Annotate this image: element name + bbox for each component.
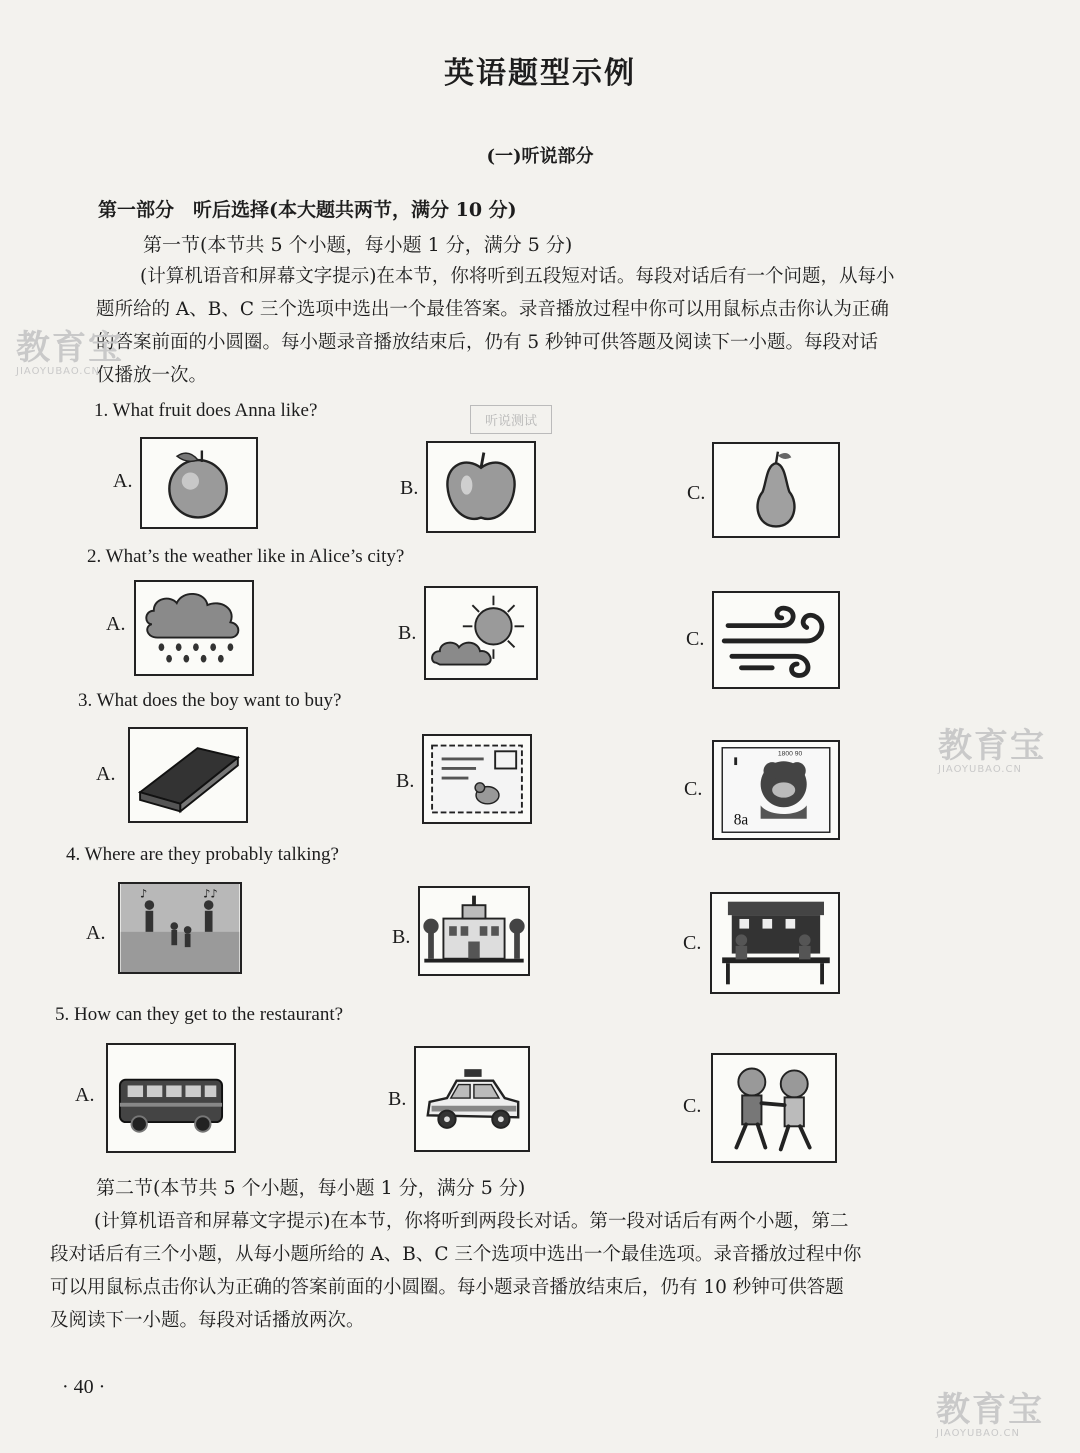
q3-option-a-image[interactable] <box>128 727 248 823</box>
watermark-name: 教育宝 <box>936 1390 1044 1430</box>
wind-icon <box>714 593 838 687</box>
instruction-line: 及阅读下一小题。每段对话播放两次。 <box>50 1310 365 1331</box>
q2-option-b-image[interactable] <box>424 586 538 680</box>
watermark-left <box>16 330 124 377</box>
watermark-url: JIAOYUBAO.CN <box>938 764 1022 775</box>
park-scene-icon <box>120 884 240 972</box>
q1-option-a-image[interactable] <box>140 437 258 529</box>
q2-option-c-image[interactable] <box>712 591 840 689</box>
question-5: 5. How can they get to the restaurant? <box>55 1004 344 1025</box>
watermark-name: 教育宝 <box>938 726 1046 766</box>
building-icon <box>420 888 528 974</box>
instruction-line: 题所给的 A、B、C 三个选项中选出一个最佳答案。录音播放过程中你可以用鼠标点击你认为正确 <box>96 299 889 320</box>
sun-cloud-icon <box>426 588 536 678</box>
svg-text:♪: ♪ <box>139 886 148 901</box>
apple-icon <box>428 443 534 531</box>
watermark-url: JIAOYUBAO.CN <box>936 1428 1020 1439</box>
q5-option-a-image[interactable] <box>106 1043 236 1153</box>
q3-option-b-label[interactable]: B. <box>396 770 415 792</box>
page-number: · 40 · <box>62 1376 106 1398</box>
q1-option-a-label[interactable]: A. <box>113 470 133 492</box>
book-icon <box>130 729 246 821</box>
q2-option-a-image[interactable] <box>134 580 254 676</box>
question-4: 4. Where are they probably talking? <box>66 844 339 865</box>
instruction-line: (计算机语音和屏幕文字提示)在本节，你将听到两段长对话。第一段对话后有两个小题，第二 <box>94 1211 849 1232</box>
instruction-line: 可以用鼠标点击你认为正确的答案前面的小圆圈。每小题录音播放结束后，仍有 10 秒钟可供答题 <box>50 1277 844 1298</box>
q4-option-c-image[interactable] <box>710 892 840 994</box>
q2-option-b-label[interactable]: B. <box>398 622 417 644</box>
section2-heading: 第二节(本节共 5 个小题，每小题 1 分，满分 5 分) <box>96 1177 526 1199</box>
q5-option-c-label[interactable]: C. <box>683 1095 702 1117</box>
q4-option-a-label[interactable]: A. <box>86 922 106 944</box>
q3-option-b-image[interactable] <box>422 734 532 824</box>
restaurant-scene-icon <box>712 894 838 992</box>
postcard-icon <box>424 736 530 822</box>
stamp-caption: 1800 90 <box>777 750 803 758</box>
q1-option-c-image[interactable] <box>712 442 840 538</box>
section1-heading: 第一节(本节共 5 个小题，每小题 1 分，满分 5 分) <box>143 234 573 256</box>
q4-option-b-label[interactable]: B. <box>392 926 411 948</box>
q3-option-a-label[interactable]: A. <box>96 763 116 785</box>
orange-icon <box>142 439 256 527</box>
q2-option-c-label[interactable]: C. <box>686 628 705 650</box>
watermark-right <box>938 728 1046 775</box>
q4-option-c-label[interactable]: C. <box>683 932 702 954</box>
q5-option-c-image[interactable] <box>711 1053 837 1163</box>
instruction-line: 仅播放一次。 <box>96 365 208 386</box>
section1-instructions <box>96 260 894 392</box>
watermark-url: JIAOYUBAO.CN <box>16 366 100 377</box>
q3-option-c-image[interactable] <box>712 740 840 840</box>
svg-text:♪♪: ♪♪ <box>202 886 218 901</box>
faint-stamp: 听说测试 <box>470 405 552 434</box>
walking-icon <box>713 1055 835 1161</box>
q4-option-b-image[interactable] <box>418 886 530 976</box>
section-subtitle: (一)听说部分 <box>486 146 594 167</box>
instruction-line: 段对话后有三个小题，从每小题所给的 A、B、C 三个选项中选出一个最佳选项。录音播放过程中你 <box>50 1244 862 1265</box>
watermark-bottom <box>936 1392 1044 1439</box>
q5-option-a-label[interactable]: A. <box>75 1084 95 1106</box>
question-1: 1. What fruit does Anna like? <box>94 400 318 421</box>
q1-option-b-label[interactable]: B. <box>400 477 419 499</box>
q1-option-c-label[interactable]: C. <box>687 482 706 504</box>
taxi-icon <box>416 1048 528 1150</box>
page-title: 英语题型示例 <box>444 56 636 91</box>
q2-option-a-label[interactable]: A. <box>106 613 126 635</box>
section2-instructions <box>50 1205 861 1337</box>
rain-cloud-icon <box>136 582 252 674</box>
part1-heading: 第一部分 听后选择(本大题共两节，满分 10 分) <box>98 199 517 221</box>
watermark-name: 教育宝 <box>16 328 124 368</box>
q5-option-b-image[interactable] <box>414 1046 530 1152</box>
instruction-line: 的答案前面的小圆圈。每小题录音播放结束后，仍有 5 秒钟可供答题及阅读下一小题。每段对话 <box>96 332 879 353</box>
pear-icon <box>714 444 838 536</box>
stamp-value: 8a <box>733 811 749 829</box>
bus-icon <box>108 1045 234 1151</box>
q1-option-b-image[interactable] <box>426 441 536 533</box>
q3-option-c-label[interactable]: C. <box>684 778 703 800</box>
q4-option-a-image[interactable] <box>118 882 242 974</box>
instruction-line: (计算机语音和屏幕文字提示)在本节，你将听到五段短对话。每段对话后有一个问题，从每小 <box>140 266 895 287</box>
stamp-icon <box>714 742 838 838</box>
q5-option-b-label[interactable]: B. <box>388 1088 407 1110</box>
question-2: 2. What’s the weather like in Alice’s city? <box>87 546 405 567</box>
question-3: 3. What does the boy want to buy? <box>78 690 342 711</box>
